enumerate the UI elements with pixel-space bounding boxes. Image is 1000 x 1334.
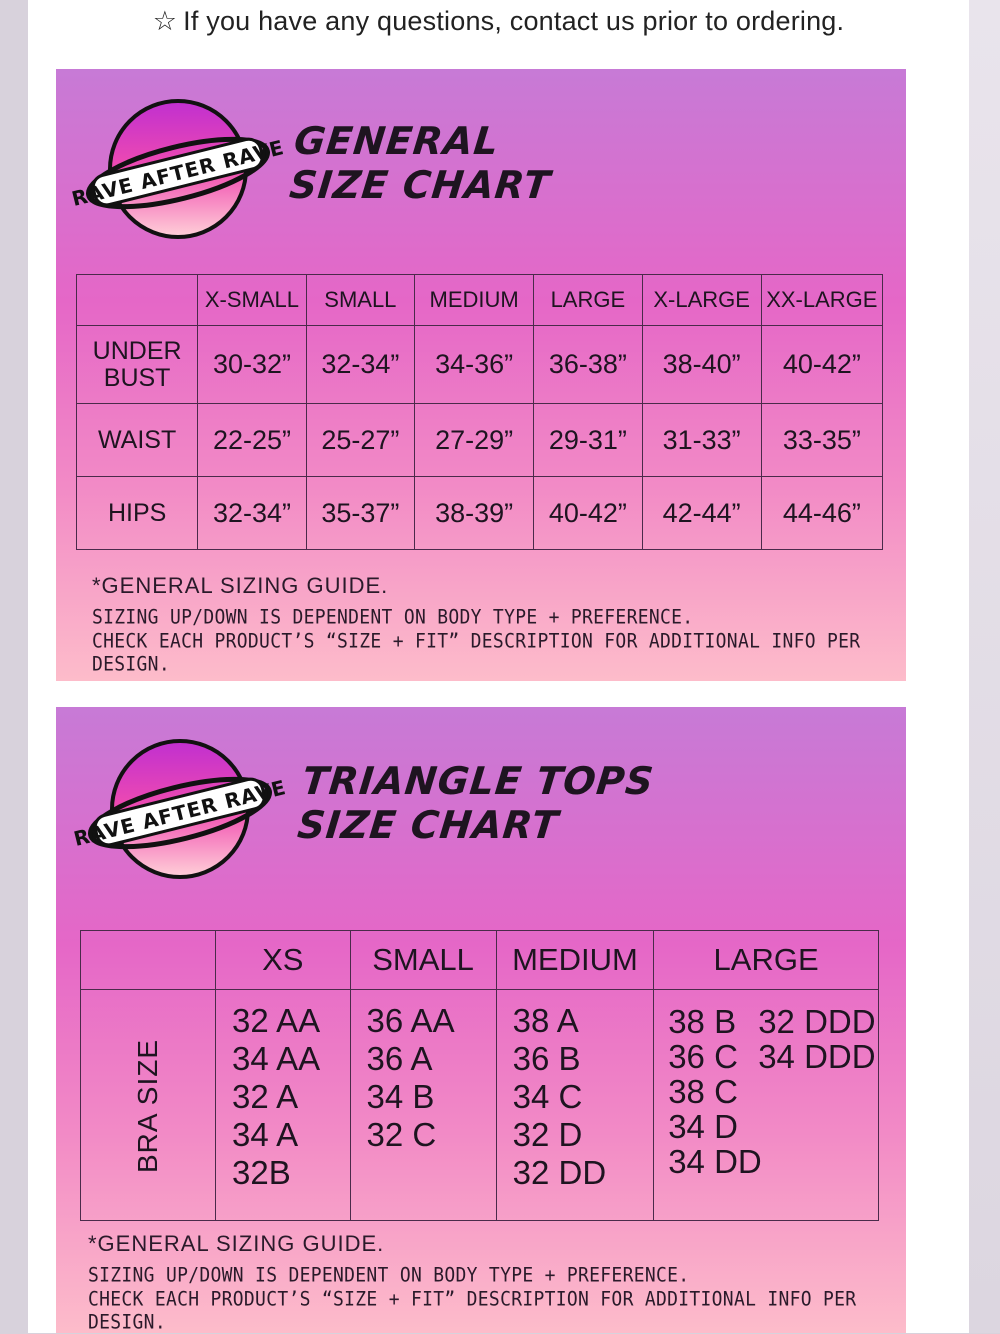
general-title-line1: GENERAL bbox=[292, 119, 502, 163]
size-value: 32 C bbox=[366, 1116, 437, 1153]
general-header-xxlarge: XX-LARGE bbox=[761, 275, 882, 326]
table-row bbox=[77, 404, 883, 477]
guide-line2: CHECK EACH PRODUCT’S “SIZE + FIT” DESCRIPTION FOR ADDITIONAL INFO PER DESIGN. bbox=[88, 1287, 857, 1334]
general-header-large: LARGE bbox=[534, 275, 642, 326]
size-value: 34 D bbox=[668, 1108, 738, 1145]
general-header-corner bbox=[77, 275, 198, 326]
guide-title: *GENERAL SIZING GUIDE. bbox=[92, 573, 389, 598]
cell: 40-42” bbox=[761, 326, 882, 404]
star-icon: ☆ bbox=[152, 6, 178, 36]
cell: 38-39” bbox=[415, 477, 534, 550]
general-header-small: SMALL bbox=[306, 275, 414, 326]
size-value: 32B bbox=[232, 1154, 291, 1191]
triangle-title-line1: TRIANGLE TOPS bbox=[300, 759, 657, 803]
general-title bbox=[287, 119, 557, 207]
row-label-underbust: UNDER BUST bbox=[77, 326, 198, 404]
general-header-row bbox=[77, 275, 883, 326]
size-value: 34 C bbox=[512, 1078, 583, 1115]
general-sizing-guide bbox=[92, 573, 906, 677]
cell: 22-25” bbox=[198, 404, 306, 477]
table-row bbox=[77, 326, 883, 404]
triangle-title-line2: SIZE CHART bbox=[295, 803, 561, 847]
size-value: 38 A bbox=[512, 1002, 579, 1039]
triangle-header-corner bbox=[81, 931, 216, 990]
row-label-hips: HIPS bbox=[77, 477, 198, 550]
guide-line2: CHECK EACH PRODUCT’S “SIZE + FIT” DESCRIPTION FOR ADDITIONAL INFO PER DESIGN. bbox=[92, 629, 861, 677]
triangle-size-table bbox=[80, 930, 879, 1221]
cell: 44-46” bbox=[761, 477, 882, 550]
bra-size-label: BRA SIZE bbox=[132, 1038, 164, 1174]
size-value: 36 AA bbox=[366, 1002, 455, 1039]
size-value: 32 DD bbox=[512, 1154, 607, 1191]
general-header-xsmall: X-SMALL bbox=[198, 275, 306, 326]
cell: 35-37” bbox=[306, 477, 414, 550]
triangle-sizing-guide bbox=[88, 1231, 906, 1332]
triangle-header-medium: MEDIUM bbox=[496, 931, 654, 990]
xs-cell bbox=[216, 990, 350, 1221]
cell: 33-35” bbox=[761, 404, 882, 477]
size-value: 36 A bbox=[366, 1040, 433, 1077]
triangle-title bbox=[295, 759, 656, 847]
rave-after-rave-logo bbox=[71, 735, 289, 885]
guide-line1: SIZING UP/DOWN IS DEPENDENT ON BODY TYPE + PREFERENCE. bbox=[88, 1263, 690, 1288]
size-value: 38 B bbox=[668, 1003, 737, 1040]
triangle-header-xs: XS bbox=[216, 931, 350, 990]
guide-title: *GENERAL SIZING GUIDE. bbox=[88, 1231, 385, 1256]
table-row bbox=[81, 990, 879, 1221]
size-value: 32 A bbox=[232, 1078, 299, 1115]
cell: 25-27” bbox=[306, 404, 414, 477]
general-size-chart bbox=[56, 69, 906, 681]
cell: 29-31” bbox=[534, 404, 642, 477]
general-header-xlarge: X-LARGE bbox=[642, 275, 761, 326]
cell: 30-32” bbox=[198, 326, 306, 404]
cell: 31-33” bbox=[642, 404, 761, 477]
cell: 40-42” bbox=[534, 477, 642, 550]
contact-notice bbox=[28, 6, 969, 37]
cell: 36-38” bbox=[534, 326, 642, 404]
row-label-bra-size bbox=[81, 990, 216, 1221]
large-column-a bbox=[668, 1004, 762, 1179]
general-header-medium: MEDIUM bbox=[415, 275, 534, 326]
cell: 38-40” bbox=[642, 326, 761, 404]
size-value: 34 A bbox=[232, 1116, 299, 1153]
large-cell bbox=[654, 990, 879, 1221]
small-cell bbox=[350, 990, 496, 1221]
size-value: 32 AA bbox=[232, 1002, 321, 1039]
large-column-b bbox=[758, 1004, 875, 1074]
size-value: 34 DDD bbox=[758, 1038, 876, 1075]
logo-text: RAVE AFTER RAVE bbox=[71, 774, 289, 852]
size-value: 32 DDD bbox=[758, 1003, 876, 1040]
triangle-header-row bbox=[81, 931, 879, 990]
triangle-header-large: LARGE bbox=[654, 931, 879, 990]
size-value: 36 C bbox=[668, 1038, 738, 1075]
size-value: 34 B bbox=[366, 1078, 435, 1115]
row-label-waist: WAIST bbox=[77, 404, 198, 477]
guide-line1: SIZING UP/DOWN IS DEPENDENT ON BODY TYPE + PREFERENCE. bbox=[92, 605, 694, 630]
medium-cell bbox=[496, 990, 654, 1221]
cell: 32-34” bbox=[198, 477, 306, 550]
logo-text: RAVE AFTER RAVE bbox=[69, 134, 287, 212]
triangle-tops-size-chart bbox=[56, 707, 906, 1333]
triangle-header-small: SMALL bbox=[350, 931, 496, 990]
cell: 32-34” bbox=[306, 326, 414, 404]
size-value: 36 B bbox=[512, 1040, 581, 1077]
general-title-line2: SIZE CHART bbox=[287, 163, 553, 207]
cell: 27-29” bbox=[415, 404, 534, 477]
right-edge-panel bbox=[969, 0, 1000, 1333]
cell: 42-44” bbox=[642, 477, 761, 550]
size-value: 32 D bbox=[512, 1116, 583, 1153]
cell: 34-36” bbox=[415, 326, 534, 404]
size-value: 34 AA bbox=[232, 1040, 321, 1077]
contact-notice-text: If you have any questions, contact us prior to ordering. bbox=[183, 6, 845, 36]
size-value: 38 C bbox=[668, 1073, 738, 1110]
size-value: 34 DD bbox=[668, 1143, 762, 1180]
general-size-table bbox=[76, 274, 883, 550]
rave-after-rave-logo bbox=[69, 95, 287, 245]
page bbox=[28, 0, 969, 1333]
table-row bbox=[77, 477, 883, 550]
